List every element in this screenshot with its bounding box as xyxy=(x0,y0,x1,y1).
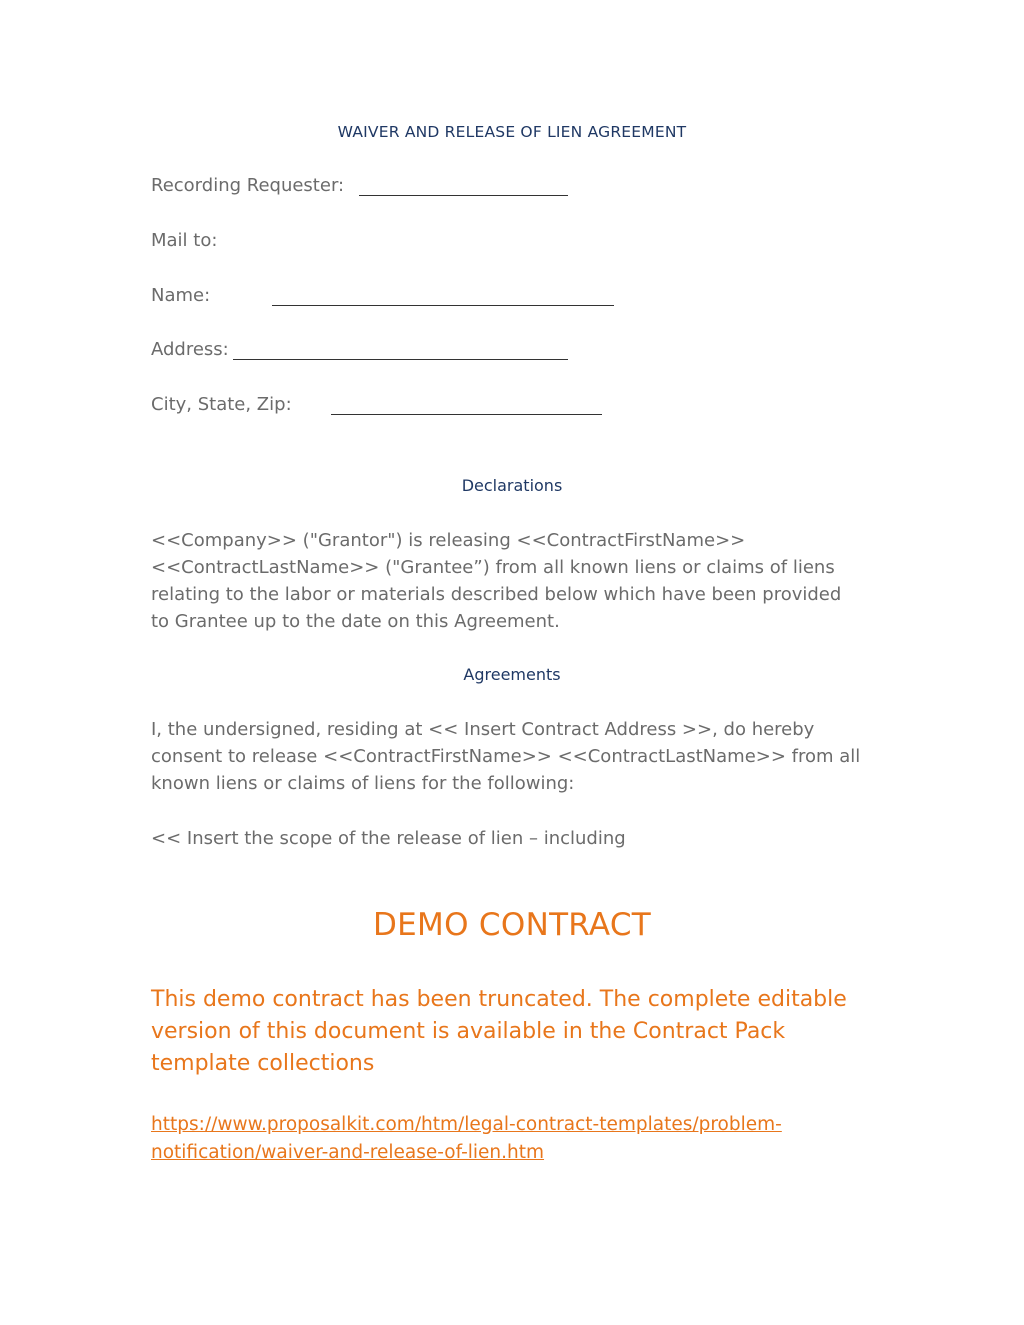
agreements-line: known liens or claims of liens for the following: xyxy=(151,773,575,794)
recording-requester-label: Recording Requester: xyxy=(151,175,345,196)
proposalkit-link-line[interactable]: notification/waiver-and-release-of-lien.htm xyxy=(151,1142,545,1163)
city-state-zip-field xyxy=(151,394,292,415)
proposalkit-link[interactable] xyxy=(151,1111,851,1167)
agreements-paragraph xyxy=(151,716,881,797)
declarations-line: <<ContractLastName>> ("Grantee”) from all known liens or claims of liens xyxy=(151,557,835,578)
agreements-line: I, the undersigned, residing at << Insert Contract Address >>, do hereby xyxy=(151,719,815,740)
address-label: Address: xyxy=(151,339,229,360)
mail-to-field xyxy=(151,230,217,251)
scope-paragraph: << Insert the scope of the release of lien – including xyxy=(151,828,626,849)
document-title: WAIVER AND RELEASE OF LIEN AGREEMENT xyxy=(337,123,687,141)
agreements-heading: Agreements xyxy=(463,665,561,684)
declarations-line: relating to the labor or materials described below which have been provided xyxy=(151,584,842,605)
name-blank-line xyxy=(272,305,614,306)
demo-notice-line: template collections xyxy=(151,1051,375,1076)
proposalkit-link-line[interactable]: https://www.proposalkit.com/htm/legal-contract-templates/problem- xyxy=(151,1114,782,1135)
address-blank-line xyxy=(233,359,568,360)
name-label: Name: xyxy=(151,285,211,306)
declarations-line: <<Company>> ("Grantor") is releasing <<ContractFirstName>> xyxy=(151,530,746,551)
name-field xyxy=(151,285,210,306)
declarations-heading: Declarations xyxy=(461,476,563,495)
declarations-line: to Grantee up to the date on this Agreement. xyxy=(151,611,560,632)
demo-contract-title: DEMO CONTRACT xyxy=(372,907,652,943)
city-state-zip-blank-line xyxy=(331,414,602,415)
agreements-line: consent to release <<ContractFirstName>> <<ContractLastName>> from all xyxy=(151,746,861,767)
recording-requester-blank-line xyxy=(359,195,568,196)
declarations-paragraph xyxy=(151,527,881,635)
demo-notice-line: This demo contract has been truncated. The complete editable xyxy=(151,987,847,1012)
address-field xyxy=(151,339,229,360)
demo-notice-line: version of this document is available in the Contract Pack xyxy=(151,1019,786,1044)
city-state-zip-label: City, State, Zip: xyxy=(151,394,292,415)
mail-to-label: Mail to: xyxy=(151,230,218,251)
recording-requester-field xyxy=(151,175,344,196)
demo-notice-text xyxy=(151,984,881,1080)
